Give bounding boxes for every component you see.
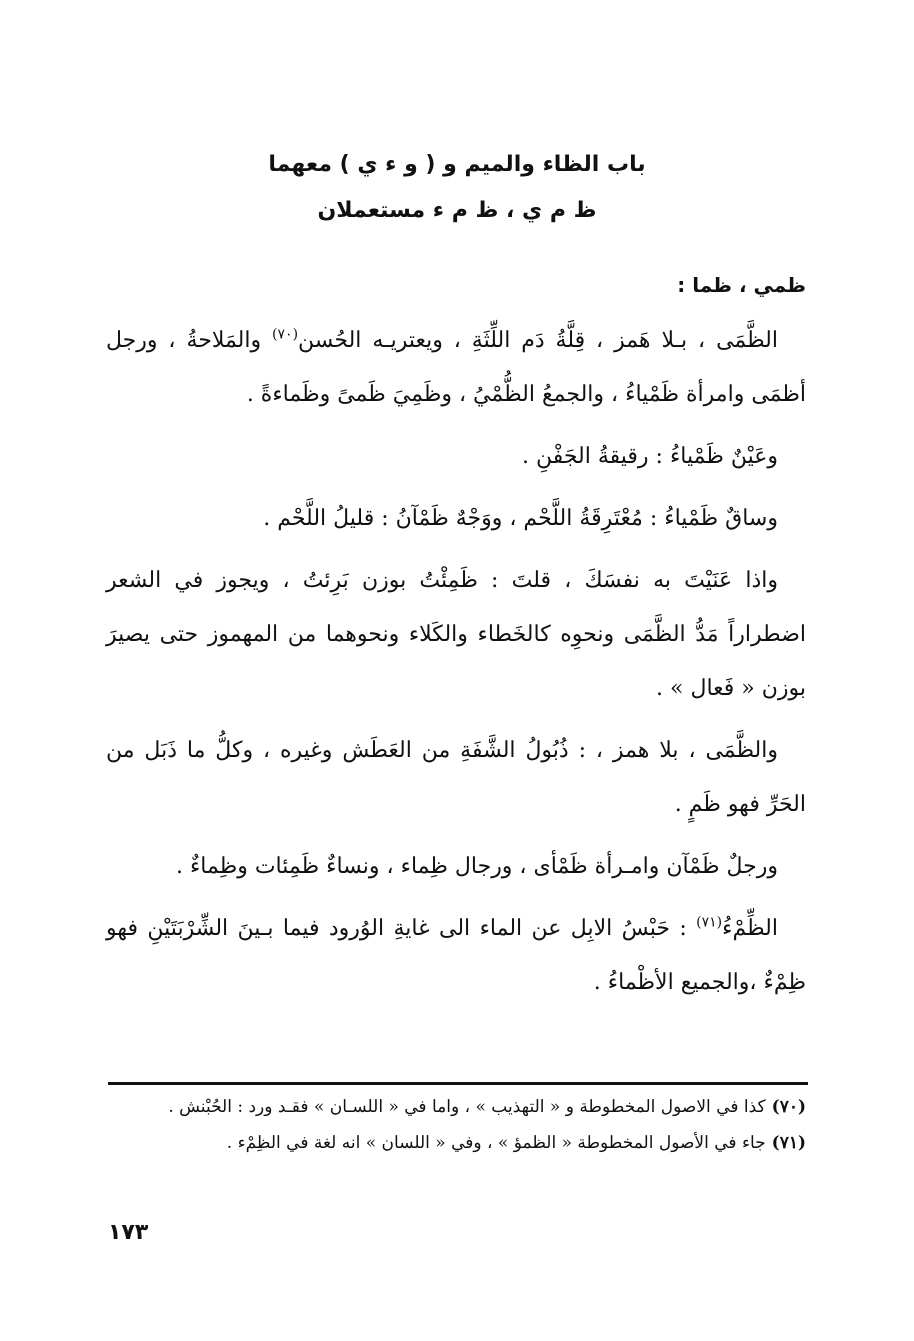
- paragraph-text: ورجلٌ ظَمْآن وامـرأة ظَمْأى ، ورجال ظِماء ، ونساءٌ ظَمِئات وظِماءٌ .: [175, 854, 778, 879]
- footnote: [106, 1130, 806, 1156]
- footnote-divider: [108, 1082, 808, 1085]
- page-number: ١٧٣: [108, 1220, 149, 1245]
- footnote-text: كذا في الاصول المخطوطة و « التهذيب » ، واما في « اللسـان » فقـد ورد : الحُبْنش .: [168, 1097, 766, 1117]
- paragraph-text: وساقٌ ظَمْياءُ : مُعْتَرِقَةُ اللَّحْم ، ووَجْهٌ ظَمْآنُ : قليلُ اللَّحْم .: [263, 506, 778, 531]
- chapter-subheading: ظ م ي ، ظ م ء مستعملان: [317, 198, 597, 223]
- paragraph: [106, 314, 806, 422]
- footnote-number: (٧٠): [771, 1097, 806, 1117]
- chapter-heading: باب الظاء والميم و ( و ء ي ) معهما: [268, 152, 646, 177]
- paragraph-text: وعَيْنٌ ظَمْياءُ : رقيقةُ الجَفْنِ .: [521, 444, 778, 469]
- paragraph: [106, 902, 806, 1010]
- footnote-number: (٧١): [771, 1133, 806, 1153]
- paragraph: [106, 554, 806, 716]
- footnote: [106, 1094, 806, 1120]
- footnote-ref-71: (٧١): [696, 914, 723, 931]
- paragraph-text-cont: : حَبْسُ الابِل عن الماء الى غايةِ الوُرود فيما بـينَ الشِّرْبَتَيْنِ فهو ظِمْءٌ ،والجميع الأظْماءُ .: [106, 916, 806, 995]
- paragraph-text: الظَّمَى ، بـلا هَمز ، قِلَّةُ دَم اللِّثَةِ ، ويعتريـه الحُسن: [298, 328, 778, 353]
- footnote-text: جاء في الأصول المخطوطة « الظمؤ » ، وفي « اللسان » انه لغة في الظِمْء .: [226, 1133, 766, 1153]
- paragraph: [106, 430, 806, 484]
- paragraph-text: والظَّمَى ، بلا همز ، : ذُبُولُ الشَّفَةِ من العَطَش وغيره ، وكلُّ ما ذَبَل من الحَرِّ فهو ظَمٍ .: [106, 738, 806, 817]
- paragraph: [106, 492, 806, 546]
- paragraph: [106, 840, 806, 894]
- entry-headword: ظمي ، ظما :: [677, 273, 806, 297]
- footnotes: [106, 1094, 806, 1166]
- paragraph-text: واذا عَنَيْتَ به نفسَكَ ، قلتَ : ظَمِئْتُ بوزن بَرِئتُ ، ويجوز في الشعر اضطراراً مَدُّ الظَّمَى ونحوِه كالخَطاء والكَلاء ونحوهما من المهموز حتى يصيرَ بوزن « فَعال » .: [106, 568, 806, 701]
- paragraph-text: الظِّمْءُ: [722, 916, 778, 941]
- paragraph: [106, 724, 806, 832]
- footnote-ref-70: (٧٠): [272, 326, 299, 343]
- paragraph-text-cont: والمَلاحةُ ، ورجل أظمَى وامرأة ظَمْياءُ ، والجمعُ الظُّمْيُ ، وظَمِيَ ظَمىً وظَماءةً .: [106, 328, 806, 407]
- main-text: [106, 258, 806, 1018]
